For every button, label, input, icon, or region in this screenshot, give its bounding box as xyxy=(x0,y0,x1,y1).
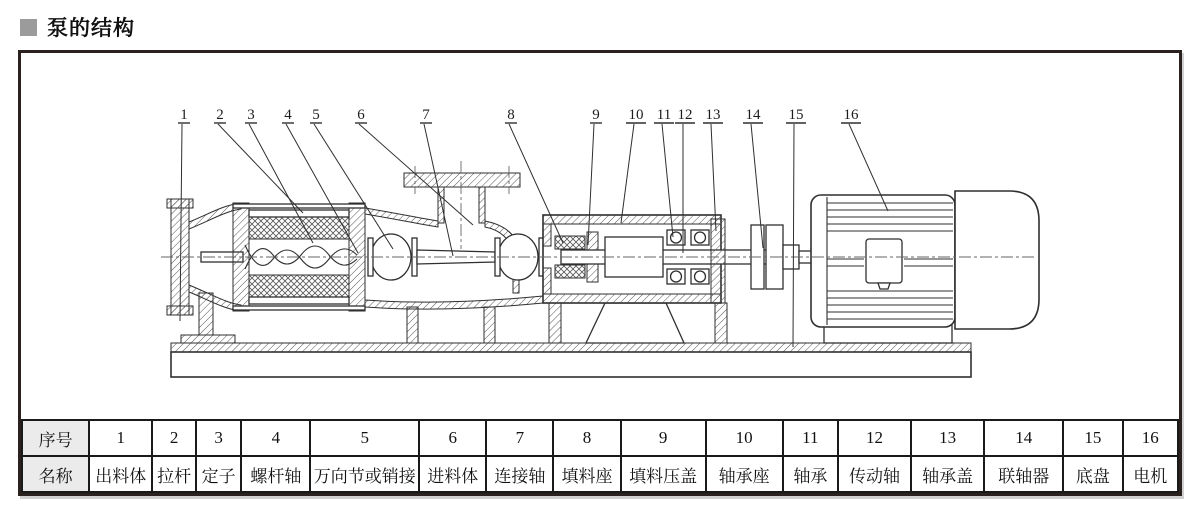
part-name-8: 填料座 xyxy=(553,456,620,492)
row-header-number: 序号 xyxy=(22,420,89,456)
motor-end-cap xyxy=(955,191,1039,329)
part-no-2: 2 xyxy=(152,420,195,456)
bearing-cover xyxy=(711,219,725,303)
page-header xyxy=(0,0,1200,50)
callout-label-7: 7 xyxy=(422,107,430,123)
callout-label-8: 8 xyxy=(507,107,515,123)
part-no-10: 10 xyxy=(706,420,783,456)
pump-cross-section-drawing xyxy=(21,53,1179,419)
callout-label-14: 14 xyxy=(745,107,761,123)
part-no-8: 8 xyxy=(553,420,620,456)
callout-label-11: 11 xyxy=(656,107,672,123)
part-name-3: 定子 xyxy=(196,456,241,492)
part-name-13: 轴承盖 xyxy=(911,456,984,492)
callout-label-5: 5 xyxy=(312,107,320,123)
part-name-10: 轴承座 xyxy=(706,456,783,492)
page-title: 泵的结构 xyxy=(47,17,135,40)
part-name-11: 轴承 xyxy=(783,456,838,492)
packing-seat xyxy=(555,236,585,249)
part-name-1: 出料体 xyxy=(89,456,152,492)
inlet-flange xyxy=(404,161,520,249)
part-name-16: 电机 xyxy=(1123,456,1178,492)
part-no-5: 5 xyxy=(310,420,419,456)
motor xyxy=(811,191,1039,329)
part-name-14: 联轴器 xyxy=(984,456,1063,492)
callout-label-3: 3 xyxy=(247,107,255,123)
baseplate xyxy=(171,343,971,377)
callout-label-4: 4 xyxy=(284,107,292,123)
section-marker-icon xyxy=(20,19,37,36)
part-name-9: 填料压盖 xyxy=(621,456,706,492)
part-no-13: 13 xyxy=(911,420,984,456)
callout-label-15: 15 xyxy=(788,107,804,123)
callout-label-12: 12 xyxy=(677,107,693,123)
callout-label-9: 9 xyxy=(592,107,600,123)
part-no-6: 6 xyxy=(419,420,486,456)
callout-label-6: 6 xyxy=(357,107,365,123)
part-name-7: 连接轴 xyxy=(486,456,553,492)
part-name-5: 万向节或销接 xyxy=(310,456,419,492)
part-no-12: 12 xyxy=(838,420,911,456)
tie-rod-top xyxy=(233,204,365,208)
bearing-housing xyxy=(543,215,783,303)
callout-label-13: 13 xyxy=(705,107,721,123)
part-name-6: 进料体 xyxy=(419,456,486,492)
callout-label-16: 16 xyxy=(843,107,859,123)
callout-label-2: 2 xyxy=(216,107,224,123)
part-no-7: 7 xyxy=(486,420,553,456)
part-no-11: 11 xyxy=(783,420,838,456)
callout-label-1: 1 xyxy=(180,107,188,123)
part-no-3: 3 xyxy=(196,420,241,456)
part-no-15: 15 xyxy=(1063,420,1122,456)
table-row-names xyxy=(22,456,1178,492)
part-name-12: 传动轴 xyxy=(838,456,911,492)
tie-rod-bottom xyxy=(233,306,365,310)
part-name-2: 拉杆 xyxy=(152,456,195,492)
table-row-numbers xyxy=(22,420,1178,456)
parts-table xyxy=(21,419,1179,493)
part-no-1: 1 xyxy=(89,420,152,456)
callout-label-10: 10 xyxy=(628,107,644,123)
part-no-9: 9 xyxy=(621,420,706,456)
row-header-name: 名称 xyxy=(22,456,89,492)
pump-structure-figure xyxy=(18,50,1182,496)
part-no-4: 4 xyxy=(241,420,310,456)
terminal-box xyxy=(866,239,902,283)
part-name-15: 底盘 xyxy=(1063,456,1122,492)
part-no-16: 16 xyxy=(1123,420,1178,456)
part-name-4: 螺杆轴 xyxy=(241,456,310,492)
part-no-14: 14 xyxy=(984,420,1063,456)
callout-leader-15 xyxy=(793,124,794,347)
callout-leader-7 xyxy=(424,124,453,256)
callout-leader-10 xyxy=(621,124,634,223)
